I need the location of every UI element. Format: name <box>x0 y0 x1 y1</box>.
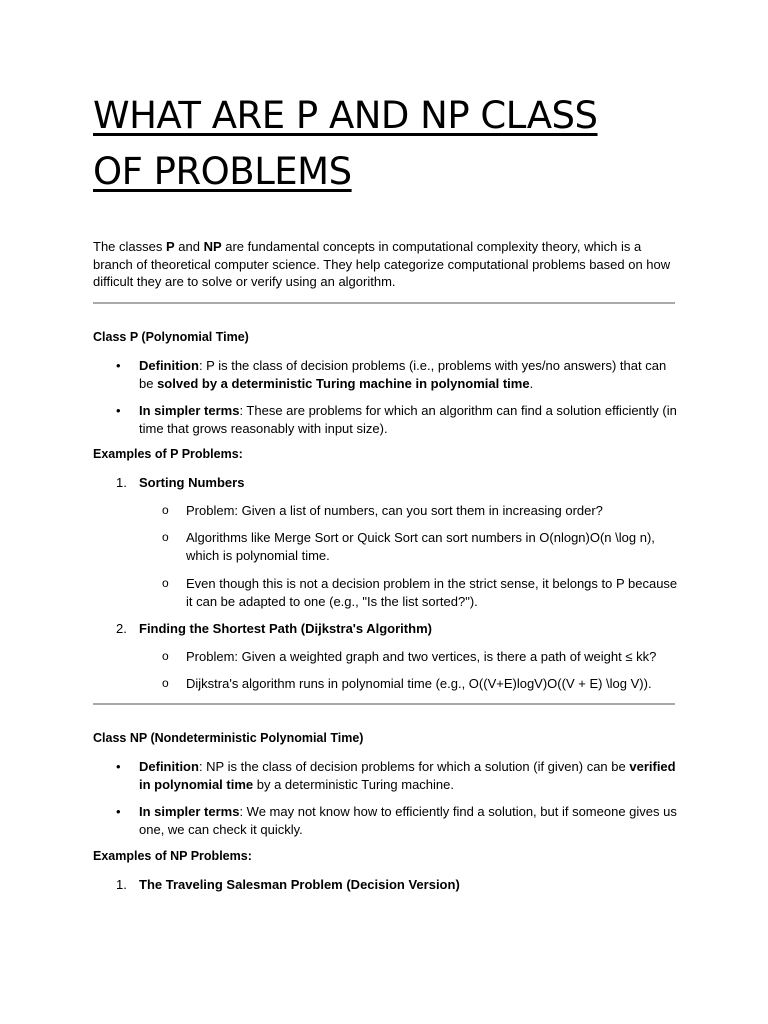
bullet-label: Definition <box>139 759 199 774</box>
sub-item: Even though this is not a decision problem in the strict sense, it belongs to P because it can be adapted to one (e.g., "Is the list sorted?"). <box>186 576 678 609</box>
bullet-text-end: by a deterministic Turing machine. <box>253 776 454 792</box>
sub-item: Algorithms like Merge Sort or Quick Sort can sort numbers in O(nlogn)O(n \log n), which is polynomial time. <box>186 530 655 563</box>
example-title-sorting: Sorting Numbers <box>139 475 245 490</box>
class-np-heading: Class NP (Nondeterministic Polynomial Time) <box>93 731 364 745</box>
list-number: 2. <box>116 621 127 636</box>
bullet-marker: • <box>116 358 121 373</box>
sub-bullet-marker: o <box>162 649 169 663</box>
np-examples-heading: Examples of NP Problems: <box>93 849 252 863</box>
bullet-bold-text: verified in polynomial time <box>139 759 676 792</box>
bullet-marker: • <box>116 804 121 819</box>
section-divider <box>93 703 675 705</box>
intro-text-3: are fundamental concepts in computational complexity theory, which is a branch of theoretical computer science. They help categorize computational problems based on how difficult they are to solve or verify using an algorithm. <box>93 239 671 289</box>
intro-text-1: The classes <box>93 239 166 254</box>
sub-item: Problem: Given a weighted graph and two vertices, is there a path of weight ≤ kk? <box>186 649 657 664</box>
bullet-label: In simpler terms <box>139 403 240 418</box>
bullet-text: : We may not know how to efficiently find a solution, but if someone gives us one, we can check it quickly. <box>139 804 677 837</box>
bullet-text: : These are problems for which an algorithm can find a solution efficiently (in time that grows reasonably with input size). <box>139 403 677 436</box>
list-number: 1. <box>116 475 127 490</box>
title-line-1: WHAT ARE P AND NP CLASS <box>93 94 598 137</box>
intro-term-p: P <box>165 239 175 254</box>
bullet-marker: • <box>116 759 121 774</box>
sub-bullet-marker: o <box>162 576 169 590</box>
intro-term-np: NP <box>203 239 222 254</box>
example-title-tsp: The Traveling Salesman Problem (Decision Version) <box>139 877 460 892</box>
sub-bullet-marker: o <box>162 503 169 517</box>
class-np-simpler-terms <box>139 803 679 838</box>
intro-text-2: and <box>174 239 204 254</box>
sub-item: Dijkstra's algorithm runs in polynomial time (e.g., O((V+E)logV)O((V + E) \log V)). <box>186 676 652 691</box>
sub-bullet-marker: o <box>162 676 169 690</box>
sub-bullet-marker: o <box>162 530 169 544</box>
bullet-label: Definition <box>139 358 199 373</box>
intro-paragraph <box>93 238 683 291</box>
page-title <box>93 88 693 200</box>
example-title-shortest-path: Finding the Shortest Path (Dijkstra's Algorithm) <box>139 621 432 636</box>
bullet-text: : P is the class of decision problems (i.e., problems with yes/no answers) that can be <box>139 358 667 391</box>
section-divider <box>93 302 675 304</box>
bullet-text-end: . <box>529 375 534 391</box>
title-line-2: OF PROBLEMS <box>93 150 352 193</box>
class-p-simpler-terms <box>139 402 679 437</box>
sub-item: Problem: Given a list of numbers, can you sort them in increasing order? <box>186 503 603 518</box>
bullet-bold-text: solved by a deterministic Turing machine in polynomial time <box>157 375 530 391</box>
list-number: 1. <box>116 877 127 892</box>
p-examples-heading: Examples of P Problems: <box>93 447 243 461</box>
class-p-heading: Class P (Polynomial Time) <box>93 330 249 344</box>
bullet-label: In simpler terms <box>139 804 240 819</box>
class-p-definition <box>139 357 679 392</box>
bullet-text: : NP is the class of decision problems for which a solution (if given) can be <box>198 759 630 774</box>
class-np-definition <box>139 758 679 793</box>
bullet-marker: • <box>116 403 121 418</box>
